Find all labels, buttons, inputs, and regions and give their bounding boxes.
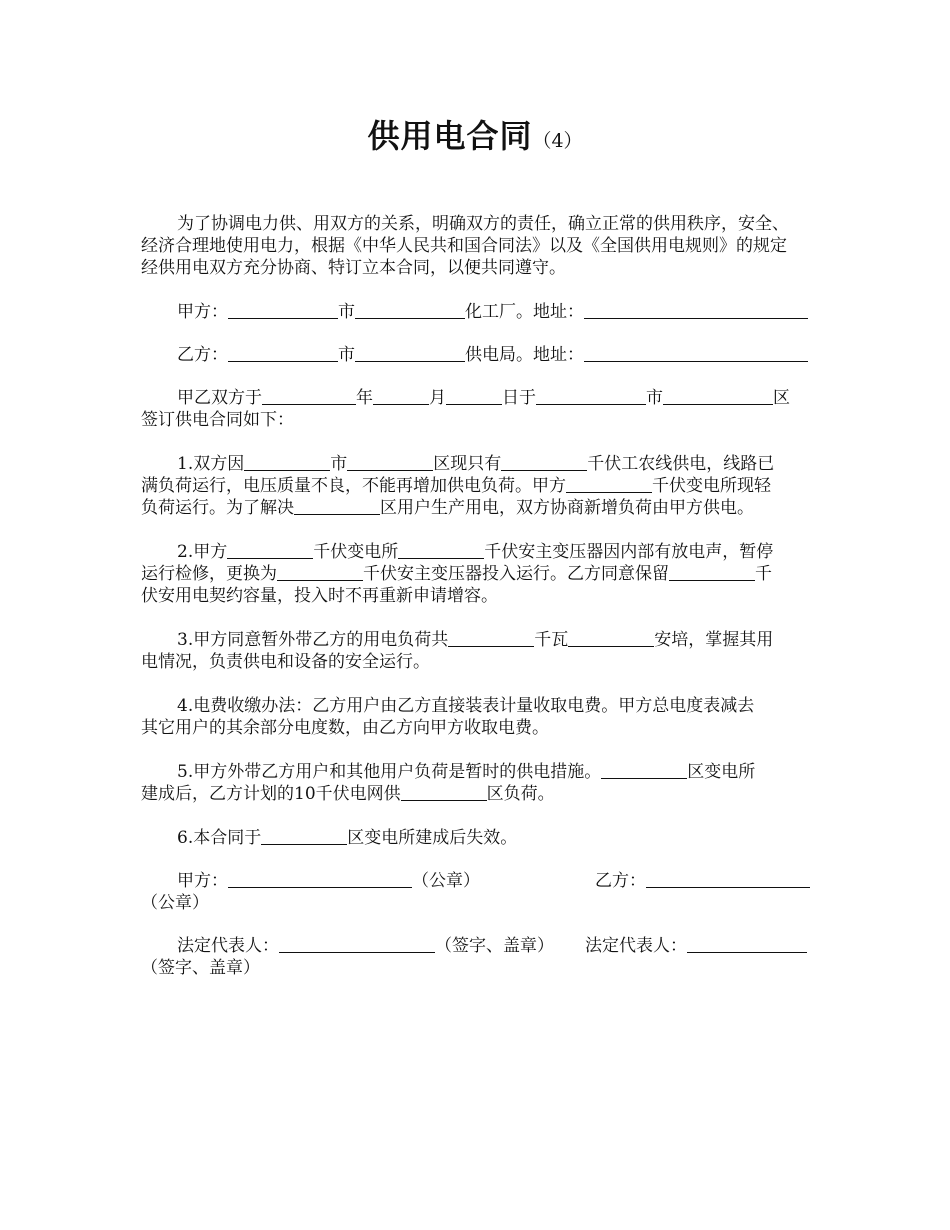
clause1-f: 千伏变电所现轻 xyxy=(652,476,771,496)
party-b-blank-1[interactable] xyxy=(228,345,338,362)
clause4-line-1: 4.电费收缴办法：乙方用户由乙方直接装表计量收取电费。甲方总电度表减去 xyxy=(177,696,755,716)
signing-month-blank[interactable] xyxy=(373,388,429,405)
clause5-line-2 xyxy=(141,783,810,805)
clause3-c: 安培，掌握其用 xyxy=(654,630,774,650)
clause2-blank-2[interactable] xyxy=(398,542,484,559)
party-a-blank-1[interactable] xyxy=(228,302,338,319)
clause1-blank-1[interactable] xyxy=(244,454,330,471)
clause3-a: 3.甲方同意暂外带乙方的用电负荷共 xyxy=(177,630,449,650)
party-b-blank-2[interactable] xyxy=(355,345,465,362)
clause3-blank-1[interactable] xyxy=(448,630,534,647)
clause5-blank-1[interactable] xyxy=(601,762,687,779)
sig-rep-b-blank[interactable] xyxy=(687,936,807,953)
party-a-address-blank[interactable] xyxy=(584,302,808,319)
clause1-blank-4[interactable] xyxy=(566,476,652,493)
clause1-g: 负荷运行。为了解决 xyxy=(141,498,294,518)
clause2-b: 千伏变电所 xyxy=(313,542,399,562)
clause1-line-2 xyxy=(141,475,810,497)
clause2-f: 千 xyxy=(755,564,772,584)
clause6-b: 区变电所建成后失效。 xyxy=(347,828,518,848)
party-a-blank-2[interactable] xyxy=(355,302,465,319)
intro-line-3: 经供用电双方充分协商、特订立本合同，以便共同遵守。 xyxy=(141,258,566,278)
clause1-blank-5[interactable] xyxy=(294,498,380,515)
signature-rep-b xyxy=(585,935,810,957)
clause3-b: 千瓦 xyxy=(534,630,569,650)
signing-line-1 xyxy=(177,387,846,409)
sig-party-a-blank[interactable] xyxy=(228,871,412,888)
clause2-a: 2.甲方 xyxy=(177,542,228,562)
signing-city: 市 xyxy=(646,388,663,408)
clause2-blank-4[interactable] xyxy=(669,564,755,581)
signing-line-2: 签订供电合同如下： xyxy=(141,410,294,430)
intro-line-1: 为了协调电力供、用双方的关系，明确双方的责任，确立正常的供用秩序，安全、 xyxy=(177,214,789,234)
clause6-blank[interactable] xyxy=(261,828,347,845)
sig-party-a-label: 甲方： xyxy=(177,871,228,891)
clause2-line-1 xyxy=(177,541,846,563)
party-b-address-blank[interactable] xyxy=(584,345,808,362)
signing-year: 年 xyxy=(356,388,373,408)
clause5-d: 区负荷。 xyxy=(486,784,555,804)
clause2-c: 千伏安主变压器因内部有放电声，暂停 xyxy=(484,542,774,562)
clause6-line xyxy=(177,827,846,849)
clause1-h: 区用户生产用电，双方协商新增负荷由甲方供电。 xyxy=(380,498,754,518)
party-a-city: 市 xyxy=(338,302,355,322)
clause4-line-2: 其它用户的其余部分电度数，由乙方向甲方收取电费。 xyxy=(141,718,549,738)
clause1-b: 市 xyxy=(330,454,348,474)
clause1-line-3 xyxy=(141,497,810,519)
clause2-blank-1[interactable] xyxy=(227,542,313,559)
clause1-c: 区现只有 xyxy=(433,454,502,474)
party-b-city: 市 xyxy=(338,345,355,365)
title-number: （4） xyxy=(532,130,583,152)
clause3-blank-2[interactable] xyxy=(568,630,654,647)
clause3-line-2: 电情况，负责供电和设备的安全运行。 xyxy=(141,652,430,672)
party-a-label: 甲方： xyxy=(177,302,228,322)
signature-party-b xyxy=(595,870,810,892)
signing-city-blank[interactable] xyxy=(536,388,646,405)
sig-rep-b-label: 法定代表人： xyxy=(585,936,687,956)
clause2-line-3: 伏安用电契约容量，投入时不再重新申请增容。 xyxy=(141,586,498,606)
sig-party-b-label: 乙方： xyxy=(595,871,646,891)
party-a-line xyxy=(177,301,846,323)
signing-district-blank[interactable] xyxy=(663,388,773,405)
clause1-d: 千伏工农线供电，线路已 xyxy=(587,454,775,474)
clause5-blank-2[interactable] xyxy=(401,784,487,801)
clause1-e: 满负荷运行，电压质量不良，不能再增加供电负荷。甲方 xyxy=(141,476,566,496)
party-b-org: 供电局。地址： xyxy=(465,345,584,365)
clause3-line-1 xyxy=(177,629,846,651)
signing-month: 月 xyxy=(429,388,446,408)
clause5-a: 5.甲方外带乙方用户和其他用户负荷是暂时的供电措施。 xyxy=(177,762,602,782)
party-b-label: 乙方： xyxy=(177,345,228,365)
clause1-line-1 xyxy=(177,453,846,475)
signature-party-b-seal: （公章） xyxy=(141,893,209,913)
clause2-d: 运行检修，更换为 xyxy=(141,564,277,584)
clause1-blank-3[interactable] xyxy=(501,454,587,471)
page-title xyxy=(0,112,950,166)
party-a-org: 化工厂。地址： xyxy=(465,302,584,322)
clause6-a: 6.本合同于 xyxy=(177,828,262,848)
party-b-line xyxy=(177,344,846,366)
clause1-blank-2[interactable] xyxy=(347,454,433,471)
clause5-line-1 xyxy=(177,761,846,783)
signing-prefix: 甲乙双方于 xyxy=(177,388,262,408)
sig-party-a-seal: （公章） xyxy=(412,871,480,891)
clause5-b: 区变电所 xyxy=(687,762,756,782)
signature-rep-b-sign: （签字、盖章） xyxy=(141,958,260,978)
sig-rep-a-label: 法定代表人： xyxy=(177,936,279,956)
sig-party-b-blank[interactable] xyxy=(646,871,810,888)
sig-rep-a-sign: （签字、盖章） xyxy=(435,936,554,956)
clause2-blank-3[interactable] xyxy=(277,564,363,581)
signing-day-blank[interactable] xyxy=(446,388,502,405)
signing-year-blank[interactable] xyxy=(262,388,356,405)
clause2-line-2 xyxy=(141,563,810,585)
clause2-e: 千伏安主变压器投入运行。乙方同意保留 xyxy=(363,564,669,584)
signing-day-at: 日于 xyxy=(502,388,536,408)
title-main: 供用电合同 xyxy=(367,117,533,155)
intro-line-2: 经济合理地使用电力，根据《中华人民共和国合同法》以及《全国供用电规则》的规定 xyxy=(141,236,787,256)
clause5-c: 建成后，乙方计划的10千伏电网供 xyxy=(141,784,401,804)
signing-district: 区 xyxy=(773,388,790,408)
clause1-a: 1.双方因 xyxy=(177,454,245,474)
sig-rep-a-blank[interactable] xyxy=(279,936,435,953)
